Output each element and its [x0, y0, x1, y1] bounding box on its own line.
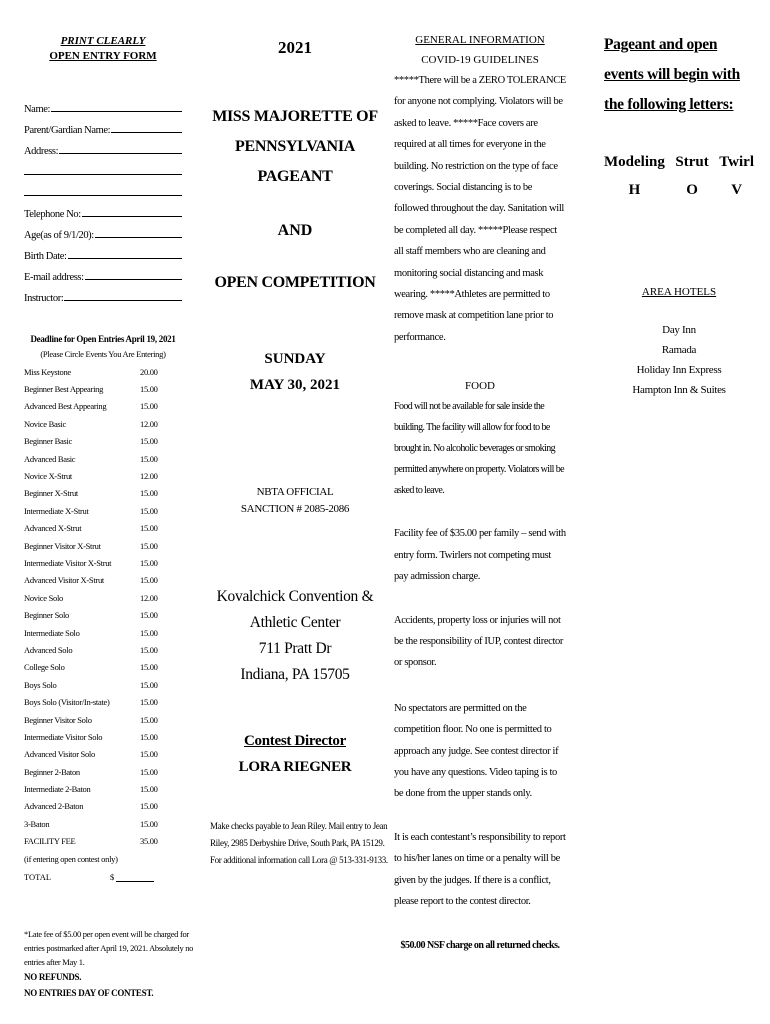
no-refunds-note: NO REFUNDS.: [24, 972, 82, 983]
event-row[interactable]: [24, 589, 182, 606]
form-field-row: [24, 178, 182, 199]
sanction-line-1: NBTA OFFICIAL: [256, 486, 334, 498]
event-name: Novice Solo: [24, 592, 63, 603]
food-heading: FOOD: [465, 380, 495, 393]
venue-line-1: Kovalchick Convention &: [216, 588, 374, 605]
event-price: 15.00: [140, 575, 158, 586]
event-row[interactable]: [24, 763, 182, 780]
event-row[interactable]: [24, 450, 182, 467]
open-competition-title: OPEN COMPETITION: [214, 274, 376, 291]
event-row[interactable]: [24, 380, 182, 397]
sanction-line-2: SANCTION # 2085-2086: [240, 503, 350, 515]
event-row[interactable]: [24, 554, 182, 571]
form-field-blank[interactable]: [59, 153, 182, 154]
event-price: 15.00: [140, 488, 158, 499]
event-price: 15.00: [140, 697, 158, 708]
event-letter-code: V: [731, 182, 743, 198]
circle-events-note: (Please Circle Events You Are Entering): [40, 349, 166, 359]
venue-line-2: Athletic Center: [249, 614, 341, 631]
form-field-label: Birth Date:: [24, 251, 67, 262]
deadline-note: Deadline for Open Entries April 19, 2021: [30, 334, 176, 344]
general-info-title: GENERAL INFORMATION: [415, 34, 545, 46]
event-price: 15.00: [140, 679, 158, 690]
event-name: Boys Solo: [24, 679, 57, 690]
venue-line-4: Indiana, PA 15705: [240, 666, 350, 683]
event-letter-code: O: [686, 182, 698, 198]
event-name: Intermediate Solo: [24, 627, 80, 638]
title-line-2: PENNSYLVANIA PAGEANT: [235, 138, 355, 185]
event-row[interactable]: [24, 502, 182, 519]
venue-line-3: 711 Pratt Dr: [258, 640, 332, 657]
event-price: 15.00: [140, 644, 158, 655]
event-price: 15.00: [140, 453, 158, 464]
nsf-note: $50.00 NSF charge on all returned checks.: [400, 940, 560, 952]
event-name: Intermediate 2-Baton: [24, 784, 91, 795]
event-row[interactable]: [24, 659, 182, 676]
event-letters: [604, 148, 754, 204]
event-row[interactable]: [24, 520, 182, 537]
event-name: Advanced Visitor Solo: [24, 749, 95, 760]
event-row[interactable]: [24, 850, 182, 867]
form-field-row: [24, 199, 182, 220]
event-letter-item: [604, 148, 665, 204]
event-name: Beginner Visitor X-Strut: [24, 540, 101, 551]
event-row[interactable]: [24, 641, 182, 658]
event-price: 15.00: [140, 766, 158, 777]
event-price: 12.00: [140, 592, 158, 603]
event-name: Advanced Visitor X-Strut: [24, 575, 104, 586]
event-price: 15.00: [140, 436, 158, 447]
event-price: 12.00: [140, 418, 158, 429]
entry-form-fields: [24, 94, 182, 304]
covid-guidelines-text: *****There will be a ZERO TOLERANCE for anyone not complying. Violators will be asked to leave. *****Face covers are required at all times for everyone in the building. No restriction on the type of face coverings. Social distancing is to be followed throughout the day. Sanitation will be completed all day. *****Please respect all staff members who are cleaning and monitoring social distancing and mask wearing. *****Athletes are permitted to remove mask at competition lane prior to performance.: [394, 75, 566, 343]
form-field-label: Age(as of 9/1/20):: [24, 230, 94, 241]
general-info-header: [394, 30, 566, 70]
event-row[interactable]: [24, 676, 182, 693]
event-price: 15.00: [140, 384, 158, 395]
event-letter-name: Strut: [675, 154, 709, 170]
event-price: 15.00: [140, 801, 158, 812]
event-price: 15.00: [140, 523, 158, 534]
form-field-row: [24, 136, 182, 157]
event-day: SUNDAY: [264, 351, 326, 367]
event-row[interactable]: [24, 693, 182, 710]
event-name: Intermediate X-Strut: [24, 505, 89, 516]
and-text: AND: [277, 222, 313, 239]
event-name: Beginner Solo: [24, 610, 69, 621]
form-field-row: [24, 157, 182, 178]
venue-address: [200, 584, 390, 688]
entry-form-column: [24, 0, 194, 1001]
event-row[interactable]: [24, 433, 182, 450]
event-name: Beginner X-Strut: [24, 488, 78, 499]
form-field-label: E-mail address:: [24, 272, 84, 283]
form-field-label: Instructor:: [24, 293, 64, 304]
event-name: Advanced Basic: [24, 453, 76, 464]
hotel-item: Ramada: [661, 344, 697, 356]
event-name: Beginner Basic: [24, 436, 72, 447]
form-field-blank[interactable]: [82, 216, 182, 217]
director-label: Contest Director: [244, 733, 346, 749]
event-name: Advanced Best Appearing: [24, 401, 107, 412]
event-price: 15.00: [140, 540, 158, 551]
event-row[interactable]: [24, 815, 182, 832]
general-info-column: [394, 0, 566, 951]
title-line-1: MISS MAJORETTE OF: [212, 108, 378, 125]
event-letter-item: [675, 148, 708, 204]
form-field-label: Name:: [24, 104, 50, 115]
event-row[interactable]: [24, 467, 182, 484]
event-info-column: [200, 0, 390, 869]
event-price: 15.00: [140, 557, 158, 568]
event-price: 20.00: [140, 366, 158, 377]
total-currency: $: [110, 872, 115, 883]
food-text: Food will not be available for sale inside the building. The facility will allow for food to be brought in. No alcoholic beverages or smoking permitted anywhere on property. Violators will be asked to leave.: [394, 401, 564, 497]
form-field-blank[interactable]: [111, 132, 182, 133]
facility-fee-text: Facility fee of $35.00 per family – send with entry form. Twirlers not competing must pay admission charge.: [394, 528, 566, 583]
event-name: (if entering open contest only): [24, 853, 118, 864]
event-name: Intermediate Visitor Solo: [24, 731, 103, 742]
late-fee-note: *Late fee of $5.00 per open event will be charged for entries postmarked after April 19, 2021. Absolutely no entries after May 1.: [24, 929, 194, 968]
sanction-info: [200, 484, 390, 518]
event-name: College Solo: [24, 662, 65, 673]
event-row[interactable]: [24, 363, 182, 380]
event-row[interactable]: [24, 398, 182, 415]
event-row[interactable]: [24, 728, 182, 745]
event-price: 15.00: [140, 401, 158, 412]
accidents-text: Accidents, property loss or injuries will not be the responsibility of IUP, contest director or sponsor.: [394, 614, 564, 669]
event-title: [200, 102, 390, 192]
report-text: It is each contestant’s responsibility to report to his/her lanes on time or a penalty will be given by the judges. If there is a conflict, please report to the contest director.: [394, 831, 566, 907]
event-price: 15.00: [140, 818, 158, 829]
area-hotels-heading: AREA HOTELS: [641, 286, 717, 298]
event-letter-name: Twirl: [719, 154, 754, 170]
form-field-blank[interactable]: [95, 237, 182, 238]
print-clearly-label: PRINT CLEARLY: [60, 35, 146, 47]
event-row[interactable]: [24, 485, 182, 502]
total-label: TOTAL: [24, 872, 52, 883]
hotel-item: Holiday Inn Express: [636, 364, 722, 376]
event-row[interactable]: [24, 537, 182, 554]
event-row[interactable]: [24, 711, 182, 728]
event-row[interactable]: [24, 572, 182, 589]
events-list: [24, 363, 182, 867]
hotel-list: [604, 320, 754, 400]
form-field-row: [24, 115, 182, 136]
form-field-blank[interactable]: [64, 300, 182, 301]
event-name: Advanced Solo: [24, 644, 73, 655]
form-field-row: [24, 262, 182, 283]
event-price: 15.00: [140, 784, 158, 795]
form-field-row: [24, 241, 182, 262]
total-row: [24, 867, 182, 887]
open-entry-form-title: OPEN ENTRY FORM: [49, 50, 157, 62]
event-price: 15.00: [140, 662, 158, 673]
event-name: Boys Solo (Visitor/In-state): [24, 697, 110, 708]
event-price: 15.00: [140, 749, 158, 760]
event-name: Novice Basic: [24, 418, 66, 429]
event-row[interactable]: [24, 624, 182, 641]
event-name: Intermediate Visitor X-Strut: [24, 557, 112, 568]
form-header: [24, 34, 182, 64]
event-date-text: MAY 30, 2021: [249, 377, 341, 393]
director-name: LORA RIEGNER: [238, 759, 352, 775]
event-price: 35.00: [140, 836, 158, 847]
hotel-item: Day Inn: [662, 324, 696, 336]
event-year: 2021: [278, 38, 312, 57]
spectators-text: No spectators are permitted on the competition floor. No one is permitted to approach any judge. See contest director if you have any questions. Video taping is to be done from the upper stands only.: [394, 702, 559, 800]
event-row[interactable]: [24, 833, 182, 850]
form-field-row: [24, 94, 182, 115]
form-field-blank[interactable]: [51, 111, 182, 112]
event-letter-name: Modeling: [604, 154, 665, 170]
form-field-blank[interactable]: [85, 279, 182, 280]
event-price: 12.00: [140, 471, 158, 482]
event-row[interactable]: [24, 746, 182, 763]
event-letter-item: [719, 148, 754, 204]
event-name: Advanced 2-Baton: [24, 801, 84, 812]
event-price: 15.00: [140, 610, 158, 621]
form-field-row: [24, 283, 182, 304]
event-name: Beginner Best Appearing: [24, 384, 104, 395]
event-price: 15.00: [140, 627, 158, 638]
event-name: FACILITY FEE: [24, 836, 76, 847]
event-row[interactable]: [24, 606, 182, 623]
form-field-blank[interactable]: [24, 195, 182, 196]
hotel-item: Hampton Inn & Suites: [632, 384, 726, 396]
event-name: Beginner Visitor Solo: [24, 714, 92, 725]
form-field-label: Parent/Gardian Name:: [24, 125, 111, 136]
checks-note: Make checks payable to Jean Riley. Mail entry to Jean Riley, 2985 Derbyshire Drive, South Park, PA 15129. For additional information call Lora @ 513-331-9133.: [210, 821, 388, 865]
event-row[interactable]: [24, 780, 182, 797]
form-field-row: [24, 220, 182, 241]
event-date: [200, 346, 390, 398]
covid-guidelines-title: COVID-19 GUIDELINES: [421, 54, 539, 66]
event-row[interactable]: [24, 415, 182, 432]
event-name: Beginner 2-Baton: [24, 766, 80, 777]
event-letter-code: H: [628, 182, 641, 198]
event-price: 15.00: [140, 731, 158, 742]
event-row[interactable]: [24, 798, 182, 815]
form-field-label: Address:: [24, 146, 59, 157]
contest-director: [200, 728, 390, 780]
event-name: Novice X-Strut: [24, 471, 72, 482]
event-price: 15.00: [140, 505, 158, 516]
event-name: 3-Baton: [24, 818, 50, 829]
letters-hotels-column: [604, 0, 754, 400]
event-price: 15.00: [140, 714, 158, 725]
total-blank[interactable]: [116, 872, 154, 882]
no-entries-note: NO ENTRIES DAY OF CONTEST.: [24, 988, 154, 999]
event-name: Advanced X-Strut: [24, 523, 82, 534]
form-field-blank[interactable]: [24, 174, 182, 175]
event-name: Miss Keystone: [24, 366, 71, 377]
form-field-blank[interactable]: [68, 258, 182, 259]
pageant-letters-note: Pageant and open events will begin with the following letters:: [604, 36, 740, 113]
form-field-label: Telephone No:: [24, 209, 81, 220]
